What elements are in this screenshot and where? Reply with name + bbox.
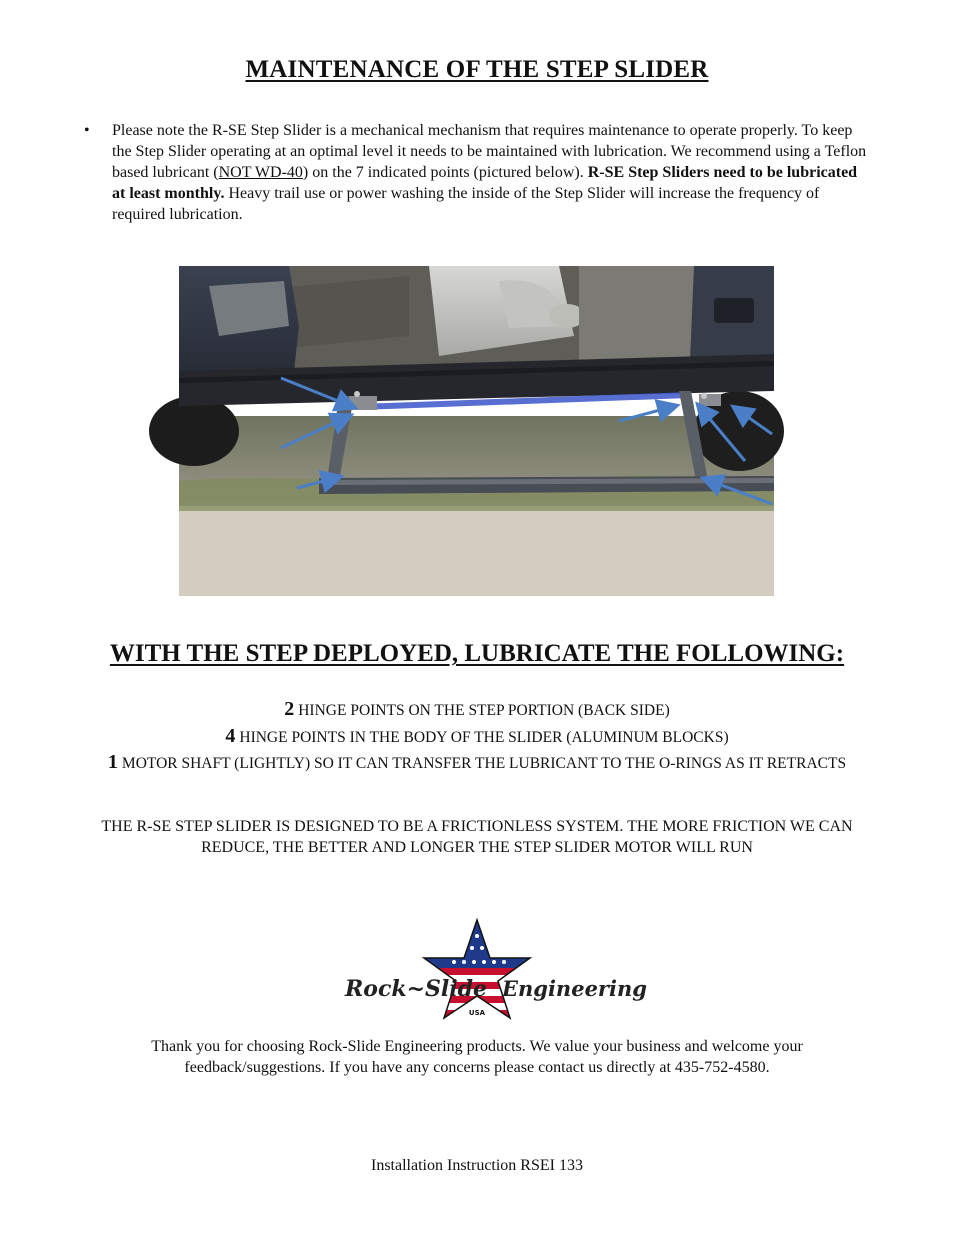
thank-you-note: Thank you for choosing Rock-Slide Engineering products. We value your business and welcome your feedback/suggestions. If you have any concerns please contact us directly at 435-752-4580.: [151, 1038, 803, 1076]
point-count: 1: [107, 751, 118, 773]
bullet-icon: •: [84, 122, 90, 139]
page-title: MAINTENANCE OF THE STEP SLIDER: [245, 56, 709, 83]
point-count: 2: [284, 698, 295, 720]
not-wd40-text: NOT WD-40: [218, 164, 303, 181]
point-motor-shaft: [0, 750, 954, 777]
monthly-warning: R-SE Step Sliders need to be lubricated at least monthly.: [112, 164, 858, 202]
point-body-hinges: [0, 724, 954, 751]
point-description: HINGE POINTS ON THE STEP PORTION (BACK SIDE): [298, 702, 670, 719]
point-count: 4: [225, 724, 236, 747]
rock-slide-logo: [342, 918, 647, 1018]
intro-paragraph: [112, 120, 874, 225]
lubrication-points-list: [0, 697, 954, 777]
logo-usa-text: USA: [468, 1009, 486, 1017]
intro-text-1: Please note the R-SE Step Slider is a mechanical mechanism that requires maintenance to operate properly. To keep the Step Slider operating at an optimal level it needs to be maintained with lubrication. We recommend using a Teflon based lubricant (: [112, 122, 867, 181]
point-description: HINGE POINTS IN THE BODY OF THE SLIDER (ALUMINUM BLOCKS): [239, 728, 729, 746]
footer-doc-id: Installation Instruction RSEI 133: [371, 1157, 583, 1174]
point-step-hinges: [0, 697, 954, 724]
point-description: MOTOR SHAFT (LIGHTLY) SO IT CAN TRANSFER THE LUBRICANT TO THE O-RINGS AS IT RETRACTS: [121, 755, 847, 772]
step-slider-photo: [179, 266, 774, 596]
intro-text-2: ) on the 7 indicated points (pictured below).: [302, 164, 588, 181]
lubricate-heading: WITH THE STEP DEPLOYED, LUBRICATE THE FOLLOWING:: [109, 640, 845, 667]
logo-right-text: Engineering: [502, 976, 647, 1001]
logo-left-text: Rock~Slide: [345, 976, 488, 1002]
friction-note: THE R-SE STEP SLIDER IS DESIGNED TO BE A FRICTIONLESS SYSTEM. THE MORE FRICTION WE CAN REDUCE, THE BETTER AND LONGER THE STEP SLIDER MOTOR WILL RUN: [101, 818, 853, 856]
intro-text-3: Heavy trail use or power washing the inside of the Step Slider will increase the frequency of required lubrication.: [112, 185, 820, 223]
